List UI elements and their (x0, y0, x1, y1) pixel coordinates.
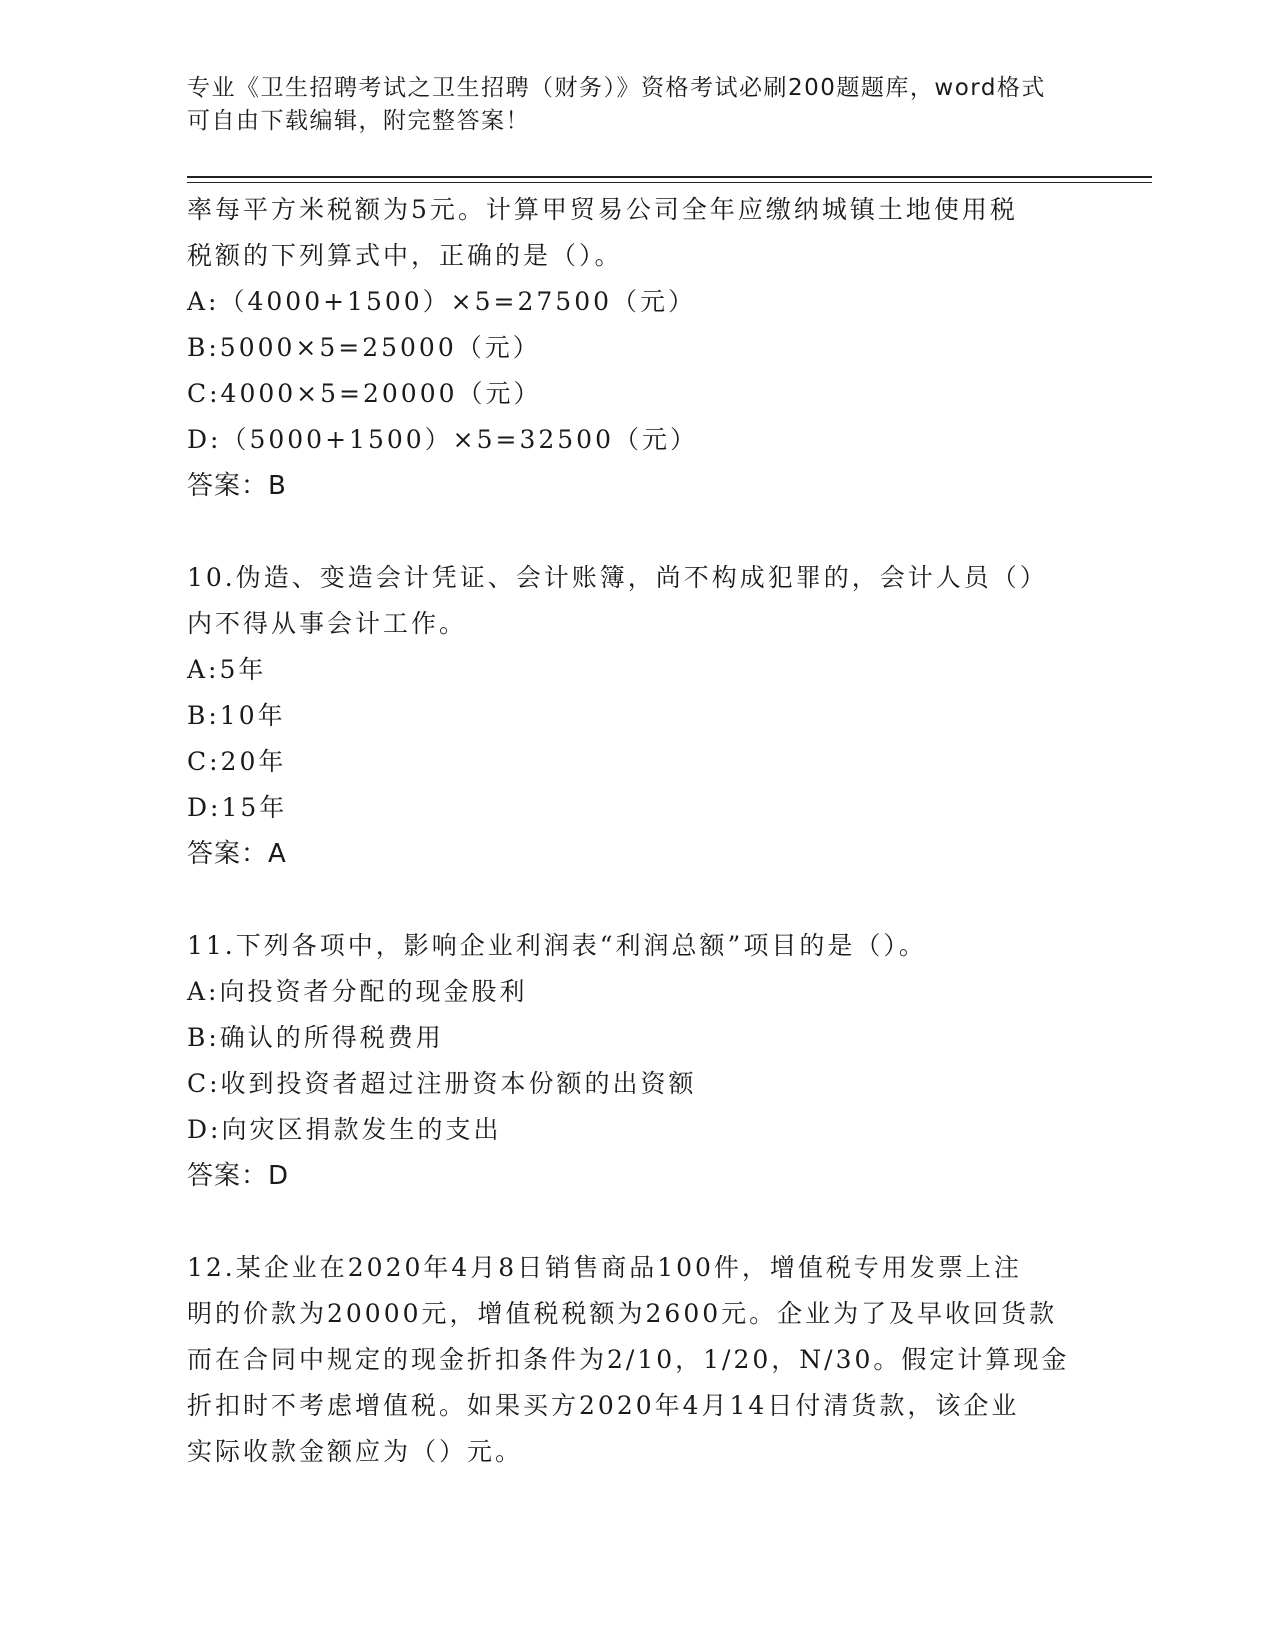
header-divider-thin (187, 182, 1152, 183)
header-line-1: 专业《卫生招聘考试之卫生招聘（财务）》资格考试必刷200题题库，word格式 (187, 75, 1046, 101)
question-10 (187, 555, 1077, 877)
question-text-line: 折扣时不考虑增值税。如果买方2020年4月14日付清货款，该企业 (187, 1391, 1020, 1420)
question-spacer (187, 509, 1077, 555)
answer-line: 答案：A (187, 839, 287, 869)
header-divider-thick (187, 176, 1152, 178)
question-text-line: 11.下列各项中，影响企业利润表“利润总额”项目的是（）。 (187, 931, 927, 960)
option-d: D:向灾区捐款发生的支出 (187, 1115, 502, 1144)
question-text-line: 税额的下列算式中，正确的是（）。 (187, 241, 623, 270)
question-11 (187, 923, 1077, 1199)
option-a: A:5年 (187, 655, 267, 684)
answer-line: 答案：D (187, 1161, 290, 1191)
question-12 (187, 1245, 1077, 1475)
document-header (187, 72, 1067, 138)
option-c: C:4000×5=20000（元） (187, 379, 542, 408)
header-line-2: 可自由下载编辑，附完整答案！ (187, 108, 530, 134)
question-text-line: 12.某企业在2020年4月8日销售商品100件，增值税专用发票上注 (187, 1253, 1022, 1282)
question-text-line: 10.伪造、变造会计凭证、会计账簿，尚不构成犯罪的，会计人员（） (187, 563, 1048, 592)
question-spacer (187, 877, 1077, 923)
option-d: D:15年 (187, 793, 288, 822)
question-text-line: 明的价款为20000元，增值税税额为2600元。企业为了及早收回货款 (187, 1299, 1058, 1328)
question-text-line: 实际收款金额应为（）元。 (187, 1437, 524, 1466)
option-b: B:确认的所得税费用 (187, 1023, 444, 1052)
answer-line: 答案：B (187, 471, 287, 501)
question-text-line: 内不得从事会计工作。 (187, 609, 468, 638)
option-c: C:20年 (187, 747, 287, 776)
question-spacer (187, 1199, 1077, 1245)
option-b: B:5000×5=25000（元） (187, 333, 541, 362)
option-c: C:收到投资者超过注册资本份额的出资额 (187, 1069, 697, 1098)
question-9 (187, 187, 1077, 509)
option-a: A:（4000+1500）×5=27500（元） (187, 287, 696, 316)
question-text-line: 而在合同中规定的现金折扣条件为2/10，1/20，N/30。假定计算现金 (187, 1345, 1070, 1374)
option-b: B:10年 (187, 701, 286, 730)
question-list (187, 187, 1077, 1475)
question-text-line: 率每平方米税额为5元。计算甲贸易公司全年应缴纳城镇土地使用税 (187, 195, 1018, 224)
option-d: D:（5000+1500）×5=32500（元） (187, 425, 698, 454)
option-a: A:向投资者分配的现金股利 (187, 977, 528, 1006)
